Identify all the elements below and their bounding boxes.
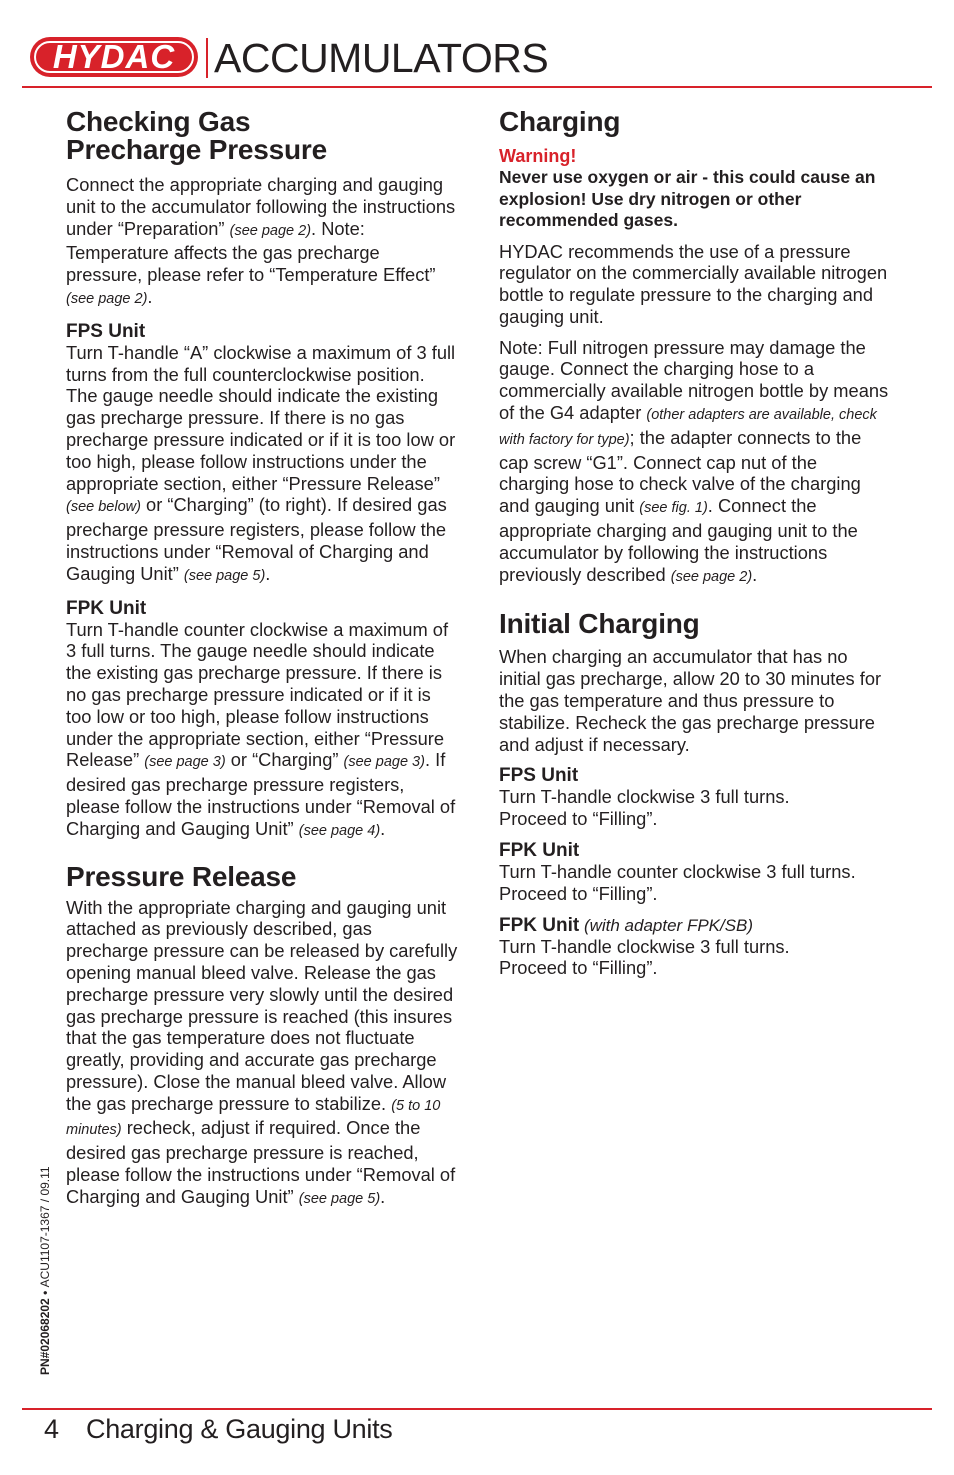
warning-label: Warning!	[499, 146, 577, 166]
fpk-unit-section	[66, 598, 458, 843]
page-reference: (see page 5)	[183, 567, 266, 584]
charging-heading: Charging	[499, 106, 621, 137]
page-title: ACCUMULATORS	[214, 35, 549, 81]
page-reference: (5 to 10 minutes)	[66, 1097, 441, 1139]
text-run: .	[752, 563, 758, 585]
initial-fpk-heading: FPK Unit	[499, 840, 580, 862]
initial-fps-line1: Turn T-handle clockwise 3 full turns.	[499, 786, 790, 808]
fps-unit-section	[66, 321, 458, 588]
initial-charging-paragraph: When charging an accumulator that has no initial gas precharge, allow 20 to 30 minutes for the gas temperature and thus pressure to stabilize. Recheck the gas precharge pressure and adjust if necessary.	[499, 646, 882, 755]
left-column	[66, 100, 458, 1211]
page-reference: (see page 3)	[343, 754, 425, 771]
text-run: recheck, adjust if required. Once the desired gas precharge pressure is reached, please follow the instructions under “Removal of Charging and Gauging Unit”	[66, 1117, 456, 1207]
title-divider	[206, 38, 208, 78]
checking-heading	[66, 100, 458, 164]
page-reference: (see page 2)	[229, 222, 312, 239]
text-run: Turn T-handle “A” clockwise a maximum of 3 full turns from the full counterclockwise position. The gauge needle should indicate the existing gas precharge pressure. If there is no gas precharge pressure indicated or if it is too low or too high, please follow instructions under the appropriate section, either “Pressure Release”	[66, 341, 456, 494]
text-run: . If desired gas precharge pressure registers, please follow the instructions under “Removal of Charging and Gauging Unit”	[66, 749, 456, 839]
initial-charging-section	[499, 610, 891, 979]
initial-fpksb-heading	[499, 915, 891, 936]
fpk-unit-paragraph	[66, 619, 458, 843]
page-reference: (see fig. 1)	[639, 500, 708, 517]
hydac-logo: HYDAC	[30, 37, 198, 77]
pressure-release-heading: Pressure Release	[66, 860, 297, 892]
fpk-unit-heading: FPK Unit	[66, 597, 147, 619]
charging-paragraph-2	[499, 337, 891, 589]
part-number: PN#02068202	[38, 1298, 52, 1375]
checking-heading-line1: Checking Gas	[66, 106, 251, 137]
header-rule	[22, 86, 932, 88]
text-run: . Note: Temperature affects the gas precharge pressure, please refer to “Temperature Effect”	[66, 217, 436, 286]
pressure-release-paragraph	[66, 897, 458, 1211]
text-run: . Connect the appropriate charging and gauging unit to the accumulator by following the instructions previously described	[499, 495, 858, 585]
warning-text: Never use oxygen or air - this could cause an explosion! Use dry nitrogen or other recommended gases.	[499, 167, 876, 230]
pressure-release-section	[66, 860, 458, 1211]
document-code: ACU1107-1367 / 09.11	[38, 1166, 52, 1288]
page-reference: (see page 2)	[670, 568, 753, 585]
text-run: .	[380, 817, 386, 839]
initial-fpksb-line1: Turn T-handle clockwise 3 full turns.	[499, 935, 790, 957]
checking-section	[66, 100, 458, 311]
page-reference: (see below)	[66, 499, 141, 516]
text-run: or “Charging” (to right). If desired gas precharge pressure registers, please follow the instructions under “Removal of Charging and Gauging Unit”	[66, 494, 447, 584]
charging-section	[499, 100, 891, 588]
charging-paragraph-1: HYDAC recommends the use of a pressure regulator on the commercially available nitrogen bottle to regulate pressure to the charging and gauging unit.	[499, 240, 888, 327]
page-reference: (see page 3)	[144, 754, 226, 771]
page-header	[0, 0, 954, 90]
part-number-code	[38, 1166, 52, 1375]
fps-unit-paragraph	[66, 342, 458, 588]
adapter-note: (with adapter FPK/SB)	[579, 915, 754, 935]
text-run: With the appropriate charging and gauging unit attached as previously described, gas precharge pressure can be released by carefully opening manual bleed valve. Release the gas precharge pressure very slowly until the desired gas precharge pressure is reached (this insures that the gas temperature does not fluctuate greatly, providing and accurate gas precharge pressure). Close the manual bleed valve. Allow the gas precharge pressure to stabilize.	[66, 896, 458, 1114]
separator-bullet: •	[38, 1287, 52, 1299]
text-run: Note: Full nitrogen pressure may damage the gauge. Connect the charging hose to a commercially available nitrogen bottle by means of the G4 adapter	[499, 336, 889, 424]
initial-fpk-line1: Turn T-handle counter clockwise 3 full turns.	[499, 861, 856, 883]
initial-fps-heading: FPS Unit	[499, 765, 579, 787]
fps-unit-heading: FPS Unit	[66, 320, 146, 342]
initial-charging-heading: Initial Charging	[499, 608, 700, 640]
text-run: .	[147, 285, 153, 307]
checking-paragraph	[66, 174, 458, 311]
initial-fpksb-line2: Proceed to “Filling”.	[499, 957, 658, 979]
text-run: .	[265, 562, 271, 584]
right-column	[499, 100, 891, 979]
text-run: or “Charging”	[225, 749, 344, 771]
page-reference: (see page 4)	[298, 822, 381, 839]
checking-heading-line2: Precharge Pressure	[66, 134, 328, 165]
text-run: ; the adapter connects to the cap screw “G1”. Connect cap nut of the charging hose to check valve of the charging and gauging unit	[499, 426, 862, 517]
fpksb-heading-text: FPK Unit	[499, 914, 580, 936]
footer-rule	[22, 1408, 932, 1410]
initial-fpk-line2: Proceed to “Filling”.	[499, 882, 658, 904]
page-reference: (see page 2)	[66, 290, 148, 307]
footer-title: Charging & Gauging Units	[86, 1414, 393, 1444]
page-reference: (see page 5)	[298, 1190, 381, 1207]
text-run: Turn T-handle counter clockwise a maximum of 3 full turns. The gauge needle should indicate the existing gas precharge pressure. If there is no gas precharge pressure indicated or if it is too low or too high, please follow instructions under the appropriate section, either “Pressure Release”	[66, 618, 449, 771]
page-number: 4	[44, 1414, 60, 1444]
text-run: Connect the appropriate charging and gauging unit to the accumulator following the instructions under “Preparation”	[66, 174, 456, 239]
initial-fps-line2: Proceed to “Filling”.	[499, 808, 658, 830]
page-reference: (other adapters are available, check with factory for type)	[499, 407, 877, 448]
text-run: .	[380, 1185, 386, 1207]
